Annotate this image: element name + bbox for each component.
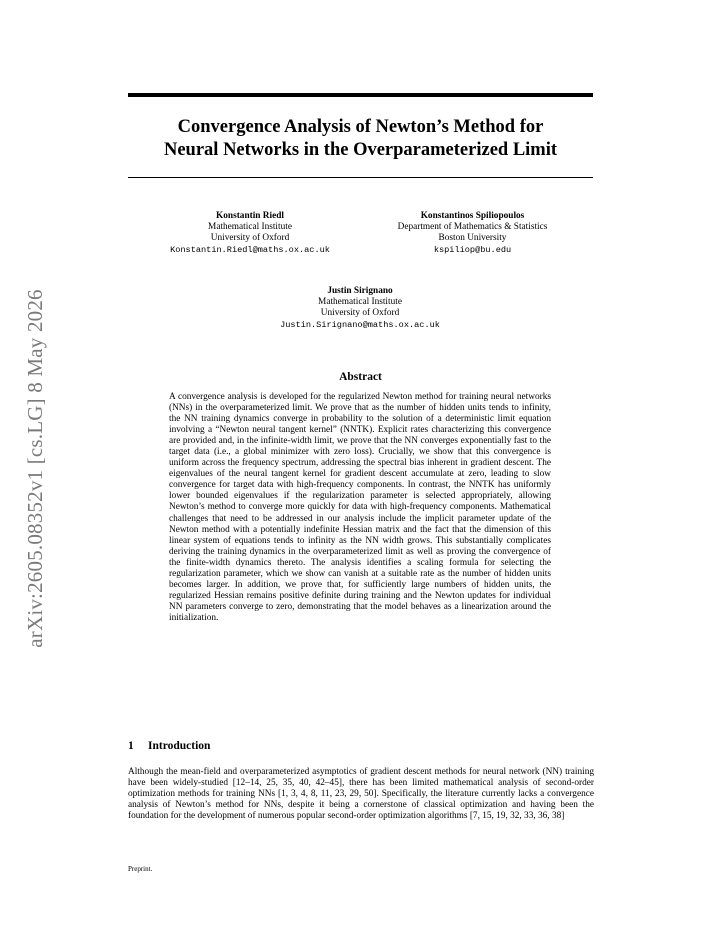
title-top-rule	[128, 93, 593, 97]
author-block-sirignano	[258, 286, 462, 331]
author-block-spiliopoulos	[370, 211, 575, 256]
author-affiliation: Boston University	[438, 233, 507, 244]
author-name: Konstantin Riedl	[216, 211, 284, 221]
author-block-riedl	[150, 211, 350, 256]
title-bottom-rule	[128, 177, 593, 178]
author-affiliation: Mathematical Institute	[318, 297, 402, 308]
author-affiliation: University of Oxford	[320, 308, 400, 319]
abstract-text: A convergence analysis is developed for the regularized Newton method for training neural networks (NNs) in the overparameterized limit. We prove that as the number of hidden units tends to infinity, the NN training dynamics converge in probability to the solution of a deterministic limit equation involving a “Newton neural tangent kernel” (NNTK). Explicit rates characterizing this convergence are provided and, in the infinite-width limit, we prove that the NN converges exponentially fast to the target data (i.e., a global minimizer with zero loss). Crucially, we show that this convergence is uniform across the frequency spectrum, addressing the spectral bias inherent in gradient descent. The eigenvalues of the neural tangent kernel for gradient descent accumulate at zero, leading to slow convergence for target data with high-frequency components. In contrast, the NNTK has uniformly lower bounded eigenvalues if the regularization parameter is selected appropriately, allowing Newton’s method to converge more quickly for data with high-frequency components. Mathematical challenges that need to be addressed in our analysis include the implicit parameter update of the Newton method with a potentially indefinite Hessian matrix and the fact that the dimension of this linear system of equations tends to infinity as the NN width grows. This substantially complicates deriving the training dynamics in the overparameterized limit as well as proving the convergence of the finite-width dynamics thereto. The analysis identifies a scaling formula for selecting the regularization parameter, which we show can vanish at a suitable rate as the number of hidden units becomes larger. In addition, we prove that, for sufficiently large numbers of hidden units, the regularized Hessian remains positive definite during training and the Newton updates for individual NN parameters converge to zero, demonstrating that the model behaves as a linearization around the initialization.	[169, 392, 551, 623]
author-email[interactable]: Konstantin.Riedl@maths.ox.ac.uk	[170, 244, 330, 255]
paper-title-line-1: Convergence Analysis of Newton’s Method for	[177, 117, 544, 137]
section-heading-introduction	[128, 740, 210, 752]
introduction-text: Although the mean-field and overparameterized asymptotics of gradient descent methods for neural network (NN) training have been widely-studied [12–14, 25, 35, 40, 42–45], there has been limited mathematical analysis of second-order optimization methods for training NNs [1, 3, 4, 8, 11, 23, 29, 50]. Specifically, the literature currently lacks a convergence analysis of Newton’s method for NNs, despite it being a cornerstone of classical optimization and having been the foundation for the development of numerous popular second-order optimization algorithms [7, 15, 19, 32, 33, 36, 38]	[128, 767, 594, 822]
author-affiliation: University of Oxford	[210, 233, 290, 244]
arxiv-identifier-text: arXiv:2605.08352v1 [cs.LG] 8 May 2026	[22, 288, 47, 648]
author-name: Konstantinos Spiliopoulos	[420, 211, 525, 221]
footer-preprint-note: Preprint.	[128, 865, 153, 873]
section-title: Introduction	[148, 740, 211, 752]
author-name: Justin Sirignano	[327, 286, 393, 296]
section-number: 1	[128, 740, 134, 752]
paper-title-line-2: Neural Networks in the Overparameterized Limit	[163, 140, 558, 160]
author-affiliation: Mathematical Institute	[208, 222, 292, 233]
abstract-heading: Abstract	[339, 371, 382, 383]
author-affiliation: Department of Mathematics & Statistics	[397, 222, 548, 233]
author-email[interactable]: Justin.Sirignano@maths.ox.ac.uk	[280, 319, 440, 330]
arxiv-identifier	[20, 248, 50, 688]
author-email[interactable]: kspiliop@bu.edu	[433, 244, 512, 255]
paper-title	[128, 116, 593, 162]
